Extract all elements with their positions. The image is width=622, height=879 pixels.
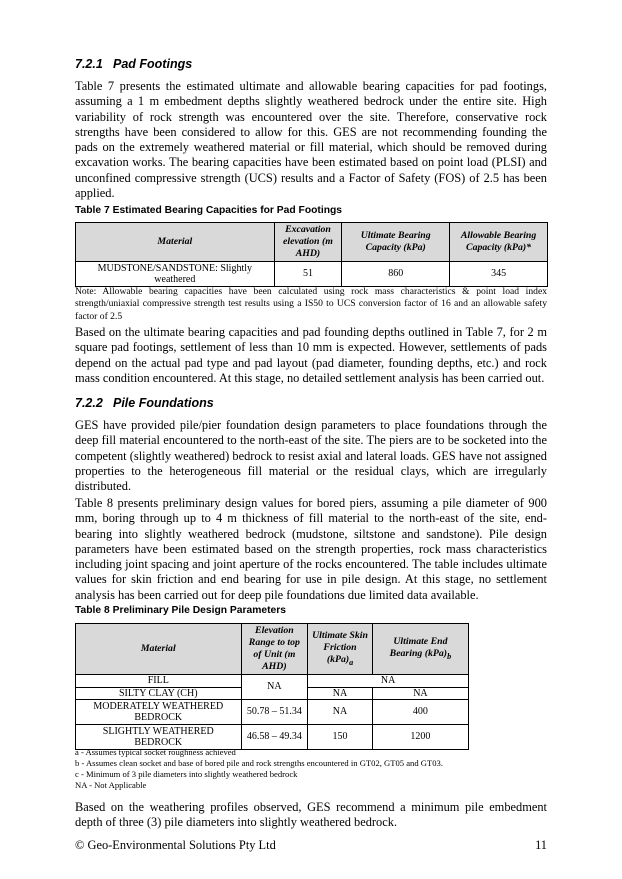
table8-cell-sw-elevation: 46.58 – 49.34 [241, 725, 308, 750]
table8-footnote-b: b - Assumes clean socket and base of bored pile and rock strengths encountered in GT02, GT05 and GT03. [75, 758, 443, 768]
table8-cell-silty-clay-skin: NA [308, 687, 373, 700]
page-footer [75, 838, 547, 853]
table8-footnote-na: NA - Not Applicable [75, 780, 147, 790]
table8-cell-silty-clay: SILTY CLAY (CH) [76, 687, 242, 700]
table8-cell-mw-skin: NA [308, 700, 373, 725]
end-bearing-sub: b [447, 651, 452, 661]
paragraph-pad-footings-intro: Table 7 presents the estimated ultimate and allowable bearing capacities for pad footings, assuming a 1 m embedment depths slightly weathered bedrock under the entire site. High variability of rock strength was encountered over the site. Therefore, conservative rock strengths have been considered to allow for this. GES are not recommending founding the pads on the extremely weathered material or fill material, which should be removed during excavation works. The bearing capacities have been estimated based on point load (PLSI) and unconfined compressive strength (UCS) results and a Factor of Safety (FOS) of 2.5 has been applied. [75, 79, 547, 201]
table8-cell-sw-skin: 150 [308, 725, 373, 750]
skin-friction-sub: a [349, 657, 354, 667]
table-row [76, 675, 469, 688]
skin-friction-label: Ultimate Skin Friction (kPa) [312, 629, 368, 665]
table8-cell-mw-elevation: 50.78 – 51.34 [241, 700, 308, 725]
table8-cell-silty-clay-end: NA [372, 687, 468, 700]
section-title: Pad Footings [113, 57, 193, 71]
table8-cell-fill-elevation: NA [241, 675, 308, 700]
paragraph-embedment: Based on the weathering profiles observed, GES recommend a minimum pile embedment depth of three (3) pile diameters into slightly weathered bedrock. [75, 800, 547, 830]
table8-cell-mw-end: 400 [372, 700, 468, 725]
table7-cell-ultimate: 860 [342, 262, 450, 287]
paragraph-settlement: Based on the ultimate bearing capacities and pad founding depths outlined in Table 7, for 2 m square pad footings, settlement of less than 10 mm is expected. However, settlements of pads depend on the actual pad type and pad layout (pad diameter, founding depths, etc.) and rock mass condition encountered. At this stage, no detailed settlement analysis has been carried out. [75, 325, 547, 385]
end-bearing-label: Ultimate End Bearing (kPa) [389, 635, 448, 659]
page-number: 11 [535, 838, 547, 852]
table8-header-material: Material [76, 624, 242, 675]
table8-caption: Table 8 Preliminary Pile Design Parameters [75, 605, 286, 616]
section-heading-pad-footings [75, 57, 192, 71]
table7-cell-elevation: 51 [274, 262, 342, 287]
table-row [76, 262, 548, 287]
section-heading-pile-foundations [75, 396, 214, 410]
section-number: 7.2.2 [75, 396, 103, 410]
table7-header-excavation: Excavation elevation (m AHD) [274, 223, 342, 262]
table8-cell-mw: MODERATELY WEATHERED BEDROCK [76, 700, 242, 725]
table8-header-elevation: Elevation Range to top of Unit (m AHD) [241, 624, 308, 675]
table8-cell-sw: SLIGHTLY WEATHERED BEDROCK [76, 725, 242, 750]
table7-header-row [76, 223, 548, 262]
table8-footnote-a: a - Assumes typical socket roughness achieved [75, 747, 236, 757]
table7-note: Note: Allowable bearing capacities have been calculated using rock mass characteristics & point load index strength/uniaxial compressive strength test results using a IS50 to UCS conversion factor of 16 and an allowable safety factor of 2.5 [75, 286, 547, 322]
section-title: Pile Foundations [113, 396, 214, 410]
table7 [75, 222, 548, 287]
table8-cell-fill-right: NA [308, 675, 469, 688]
table-row [76, 700, 469, 725]
table7-header-ultimate: Ultimate Bearing Capacity (kPa) [342, 223, 450, 262]
table-row [76, 725, 469, 750]
table8-header-end-bearing [372, 624, 468, 675]
table8-header-skin-friction [308, 624, 373, 675]
table7-cell-allowable: 345 [450, 262, 548, 287]
table8 [75, 623, 469, 750]
table7-cell-material: MUDSTONE/SANDSTONE: Slightly weathered [76, 262, 275, 287]
paragraph-pile-parameters: Table 8 presents preliminary design values for bored piers, assuming a pile diameter of 900 mm, boring through up to 4 m thickness of fill material to the north-east of the site, end-bearing into slightly weathered bedrock (mudstone, siltstone and sandstone). Pile design parameters have been estimated based on the strength properties, rock mass characteristics including joint spacing and joint aperture of the rocks encountered. The table includes ultimate values for skin friction and end bearing for use in pile design. At this stage, no settlement analysis has been carried out for deep pile foundations due limited data available. [75, 496, 547, 602]
footer-copyright: © Geo-Environmental Solutions Pty Ltd [75, 838, 276, 852]
table8-header-row [76, 624, 469, 675]
table7-caption: Table 7 Estimated Bearing Capacities for Pad Footings [75, 205, 343, 216]
table8-cell-fill: FILL [76, 675, 242, 688]
table8-cell-sw-end: 1200 [372, 725, 468, 750]
paragraph-pile-intro: GES have provided pile/pier foundation design parameters to place foundations through the deep fill material encountered to the north-east of the site. The piers are to be socketed into the competent (slightly weathered) bedrock to resist axial and lateral loads. GES have not assigned properties to the heterogeneous fill material or the residual clays, which are irregularly distributed. [75, 418, 547, 494]
table7-header-material: Material [76, 223, 275, 262]
section-number: 7.2.1 [75, 57, 103, 71]
table8-footnote-c: c - Minimum of 3 pile diameters into slightly weathered bedrock [75, 769, 298, 779]
table7-header-allowable: Allowable Bearing Capacity (kPa)* [450, 223, 548, 262]
